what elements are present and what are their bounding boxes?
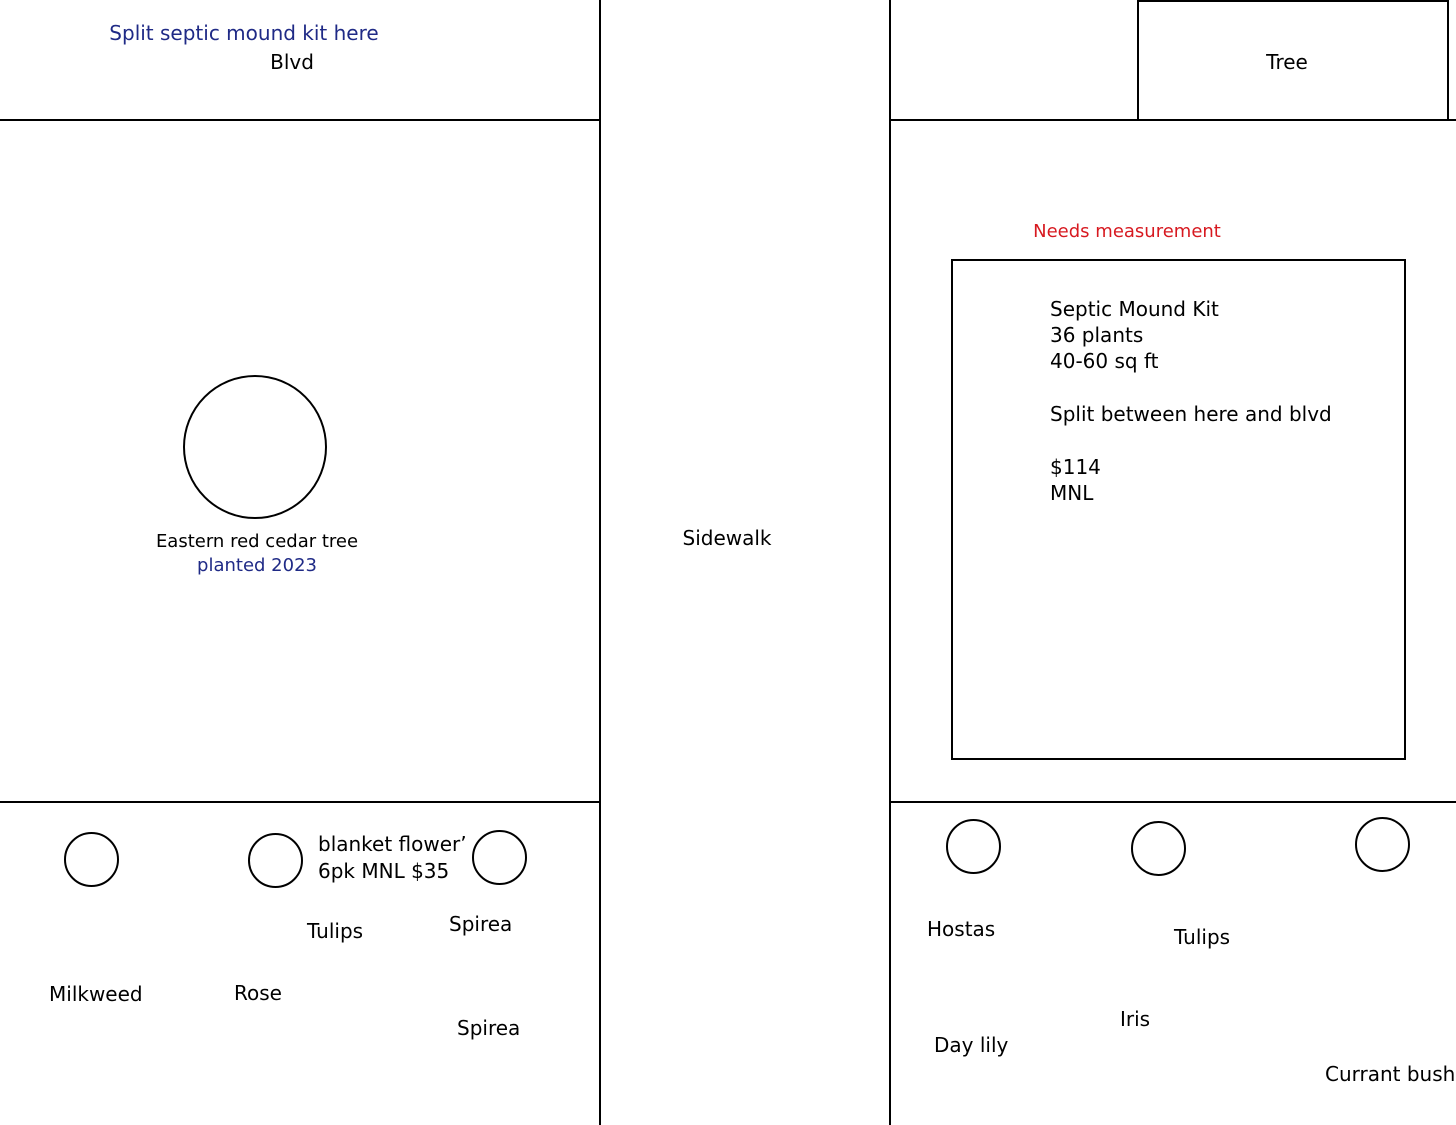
iris-label: Iris [1120,1007,1151,1031]
currant-bush-label: Currant bush [1325,1062,1456,1086]
right-bottom-horizontal-line [890,801,1456,803]
tree-planted-year-note: planted 2023 [197,555,317,576]
left-top-horizontal-line [0,119,600,121]
sidewalk-label: Sidewalk [682,526,772,550]
left-bottom-horizontal-line [0,801,600,803]
septic-kit-plant-count: 36 plants [1050,323,1144,347]
septic-kit-area-size: 40-60 sq ft [1050,349,1159,373]
top-right-tree-label: Tree [1266,50,1308,74]
bottom-left-tulips-label: Tulips [307,919,364,943]
eastern-red-cedar-tree-marker [183,375,327,519]
eastern-red-cedar-tree-label: Eastern red cedar tree [155,531,359,552]
bottom-left-plant-marker-3 [472,830,527,885]
septic-mound-kit-area [951,259,1406,760]
needs-measurement-note: Needs measurement [1033,221,1221,242]
septic-kit-split-detail: Split between here and blvd [1050,402,1332,426]
blanket-flower-price-label: 6pk MNL $35 [318,859,450,883]
bottom-right-plant-marker-1 [946,819,1001,874]
bottom-left-spirea-label-2: Spirea [457,1016,521,1040]
rose-label: Rose [234,981,282,1005]
bottom-right-plant-marker-2 [1131,821,1186,876]
septic-kit-price: $114 [1050,455,1101,479]
blanket-flower-label: blanket flower’ [318,832,467,856]
bottom-right-plant-marker-3 [1355,817,1410,872]
bottom-left-plant-marker-1 [64,832,119,887]
right-vertical-divider [889,0,891,1125]
septic-kit-source: MNL [1050,481,1094,505]
left-vertical-divider [599,0,601,1125]
day-lily-label: Day lily [934,1033,1009,1057]
hostas-label: Hostas [927,917,996,941]
bottom-right-tulips-label: Tulips [1174,925,1231,949]
septic-kit-split-note: Split septic mound kit here [109,21,379,45]
septic-kit-title: Septic Mound Kit [1050,297,1219,321]
bottom-left-plant-marker-2 [248,833,303,888]
bottom-left-spirea-label-1: Spirea [449,912,513,936]
blvd-label: Blvd [270,50,314,74]
milkweed-label: Milkweed [49,982,143,1006]
